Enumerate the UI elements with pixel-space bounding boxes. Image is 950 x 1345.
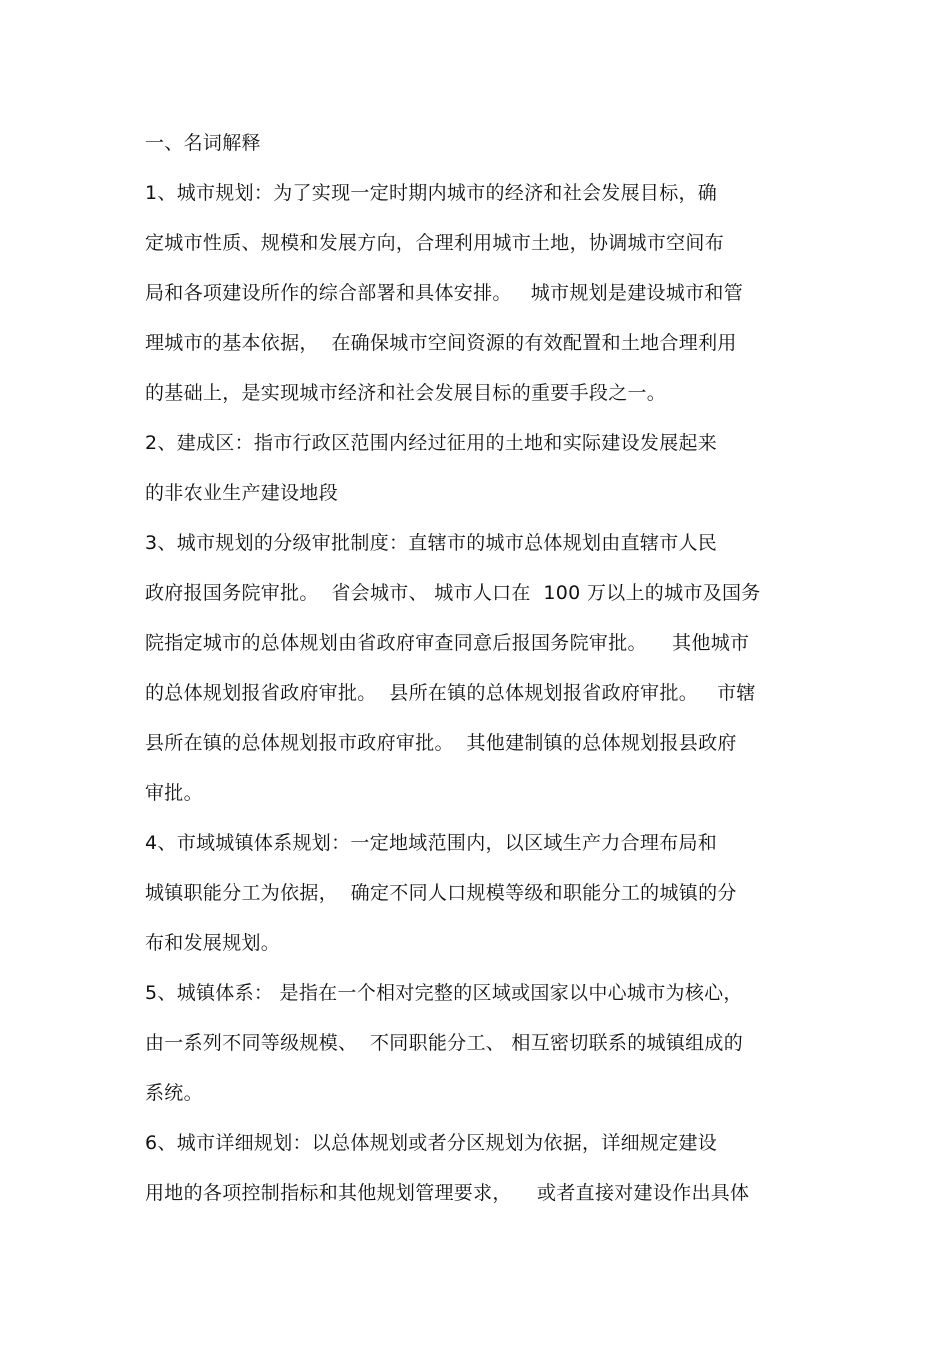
paragraph-line: 2、建成区：指市行政区范围内经过征用的土地和实际建设发展起来 — [145, 432, 718, 454]
paragraph-line: 局和各项建设所作的综合部署和具体安排。 城市规划是建设城市和管 — [145, 282, 744, 304]
paragraph-line: 1、城市规划：为了实现一定时期内城市的经济和社会发展目标，确 — [145, 182, 718, 204]
paragraph-line: 5、城镇体系： 是指在一个相对完整的区域或国家以中心城市为核心， — [145, 982, 743, 1004]
paragraph-line: 城镇职能分工为依据， 确定不同人口规模等级和职能分工的城镇的分 — [145, 882, 737, 904]
paragraph-line: 系统。 — [145, 1082, 203, 1104]
paragraph-line: 审批。 — [145, 782, 203, 804]
paragraph-line: 的总体规划报省政府审批。 县所在镇的总体规划报省政府审批。 市辖 — [145, 682, 756, 704]
paragraph-line: 用地的各项控制指标和其他规划管理要求， 或者直接对建设作出具体 — [145, 1182, 750, 1204]
paragraph-line: 的基础上，是实现城市经济和社会发展目标的重要手段之一。 — [145, 382, 667, 404]
paragraph-line: 布和发展规划。 — [145, 932, 281, 954]
paragraph-line: 院指定城市的总体规划由省政府审查同意后报国务院审批。 其他城市 — [145, 632, 750, 654]
paragraph-line: 定城市性质、规模和发展方向，合理利用城市土地，协调城市空间布 — [145, 232, 725, 254]
paragraph-line: 4、市域城镇体系规划：一定地域范围内，以区域生产力合理布局和 — [145, 832, 718, 854]
paragraph-line: 由一系列不同等级规模、 不同职能分工、 相互密切联系的城镇组成的 — [145, 1032, 744, 1054]
paragraph-line: 政府报国务院审批。 省会城市、 城市人口在 100 万以上的城市及国务 — [145, 582, 761, 604]
paragraph-line: 的非农业生产建设地段 — [145, 482, 339, 504]
section-heading: 一、名词解释 — [145, 132, 261, 154]
paragraph-line: 县所在镇的总体规划报市政府审批。 其他建制镇的总体规划报县政府 — [145, 732, 737, 754]
paragraph-line: 理城市的基本依据， 在确保城市空间资源的有效配置和土地合理利用 — [145, 332, 737, 354]
paragraph-line: 3、城市规划的分级审批制度：直辖市的城市总体规划由直辖市人民 — [145, 532, 718, 554]
paragraph-line: 6、城市详细规划：以总体规划或者分区规划为依据，详细规定建设 — [145, 1132, 718, 1154]
